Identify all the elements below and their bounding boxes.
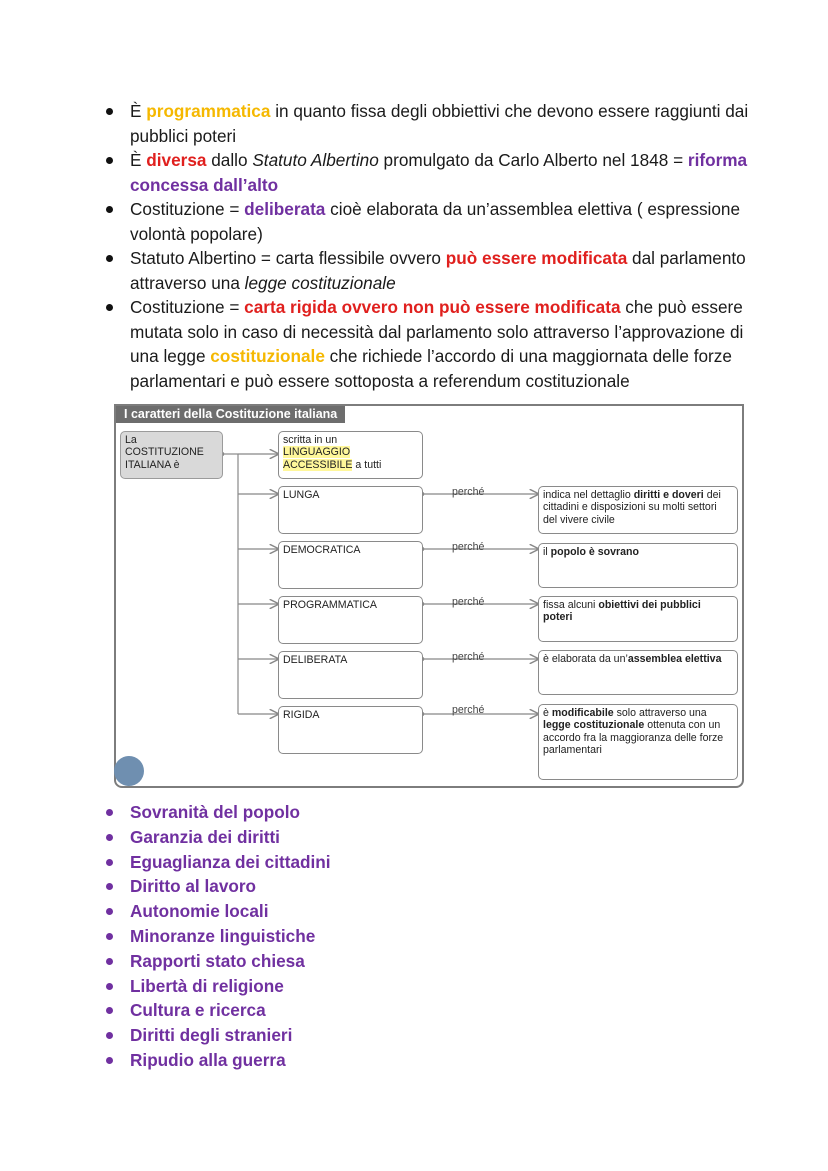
source-box: La COSTITUZIONE ITALIANA è <box>120 431 223 479</box>
feature-box-programmatica: PROGRAMMATICA <box>278 596 423 644</box>
feature-box-rigida: RIGIDA <box>278 706 423 754</box>
list-item: Diritto al lavoro <box>104 874 331 899</box>
note-item: Statuto Albertino = carta flessibile ovvero può essere modificata dal parlamento attraverso una legge costituzionale <box>104 246 764 295</box>
explanation-box: è modificabile solo attraverso una legge costituzionale ottenuta con un accordo fra la maggioranza delle forze parlamentari <box>538 704 738 780</box>
note-item: È programmatica in quanto fissa degli obbiettivi che devono essere raggiunti dai pubblici poteri <box>104 99 764 148</box>
explanation-box: indica nel dettaglio diritti e doveri dei cittadini e disposizioni su molti settori del vivere civile <box>538 486 738 534</box>
list-item: Sovranità del popolo <box>104 800 331 825</box>
feature-box-deliberata: DELIBERATA <box>278 651 423 699</box>
explanation-box: è elaborata da un’assemblea elettiva <box>538 650 738 695</box>
principles-list <box>104 800 331 1073</box>
list-item: Garanzia dei diritti <box>104 825 331 850</box>
constitution-diagram <box>114 404 744 788</box>
list-item: Diritti degli stranieri <box>104 1023 331 1048</box>
list-item: Rapporti stato chiesa <box>104 949 331 974</box>
feature-box-lunga: LUNGA <box>278 486 423 534</box>
written-box: scritta in un LINGUAGGIO ACCESSIBILE a tutti <box>278 431 423 479</box>
list-item: Ripudio alla guerra <box>104 1048 331 1073</box>
perche-label: perché <box>452 486 485 498</box>
list-item: Cultura e ricerca <box>104 998 331 1023</box>
perche-label: perché <box>452 596 485 608</box>
list-item: Minoranze linguistiche <box>104 924 331 949</box>
explanation-box: il popolo è sovrano <box>538 543 738 588</box>
feature-box-democratica: DEMOCRATICA <box>278 541 423 589</box>
notes-list <box>104 99 764 393</box>
explanation-box: fissa alcuni obiettivi dei pubblici poteri <box>538 596 738 642</box>
perche-label: perché <box>452 704 485 716</box>
note-item: È diversa dallo Statuto Albertino promulgato da Carlo Alberto nel 1848 = riforma concessa dall’alto <box>104 148 764 197</box>
perche-label: perché <box>452 541 485 553</box>
perche-label: perché <box>452 651 485 663</box>
note-item: Costituzione = carta rigida ovvero non può essere modificata che può essere mutata solo in caso di necessità dal parlamento solo attraverso l’approvazione di una legge costituzionale che richiede l’accordo di una maggiornata delle forze parlamentari e può essere sottoposta a referendum costituzionale <box>104 295 764 393</box>
list-item: Autonomie locali <box>104 899 331 924</box>
blue-dot <box>114 756 144 786</box>
note-item: Costituzione = deliberata cioè elaborata da un’assemblea elettiva ( espressione volontà popolare) <box>104 197 764 246</box>
diagram-title: I caratteri della Costituzione italiana <box>116 406 345 423</box>
list-item: Eguaglianza dei cittadini <box>104 850 331 875</box>
list-item: Libertà di religione <box>104 974 331 999</box>
